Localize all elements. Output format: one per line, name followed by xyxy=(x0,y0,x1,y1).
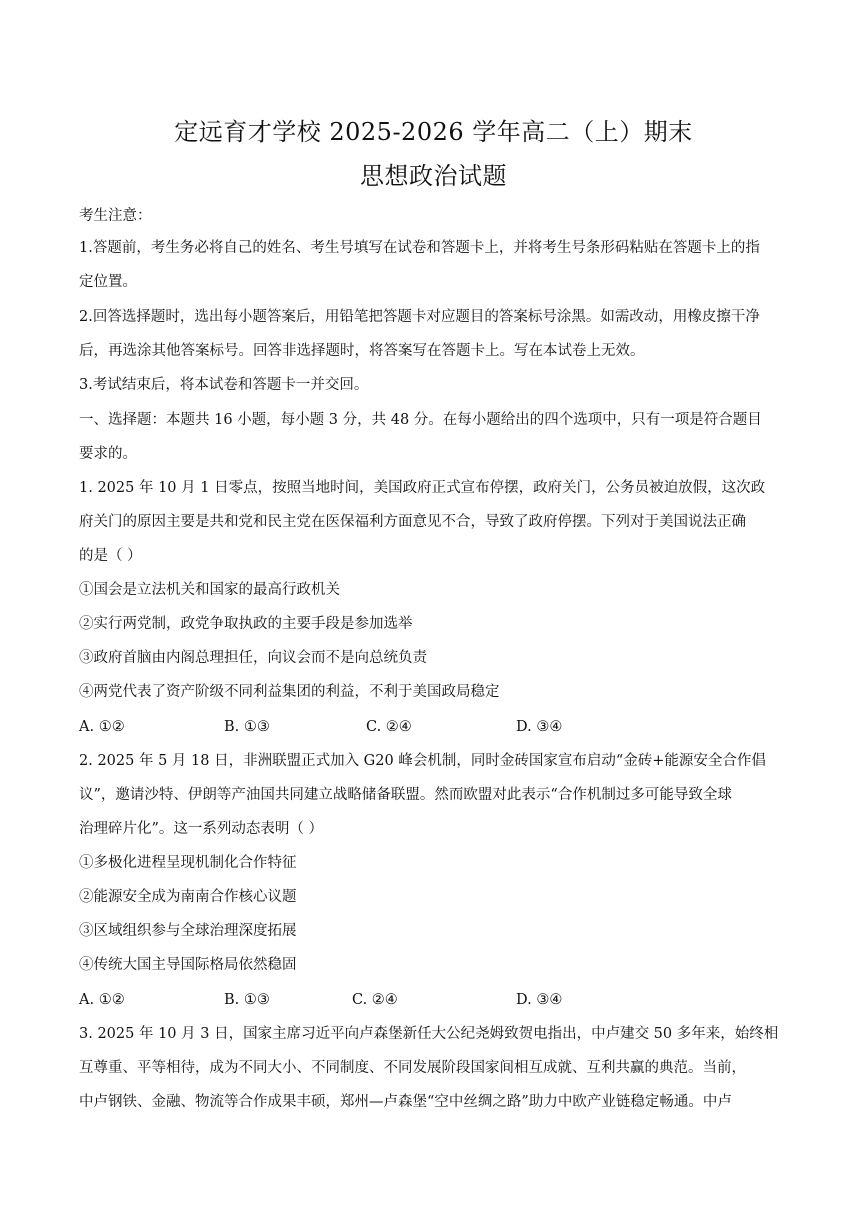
question-2-option-a: A. ①② xyxy=(79,992,125,1008)
notice-item-1: 1.答题前，考生务必将自己的姓名、考生号填写在试卷和答题卡上，并将考生号条形码粘贴在答题卡上的指 xyxy=(79,240,760,256)
question-2-statement-3: ③区域组织参与全球治理深度拓展 xyxy=(79,923,297,939)
section-heading: 一、选择题：本题共 16 小题，每小题 3 分，共 48 分。在每小题给出的四个选项中，只有一项是符合题目 xyxy=(79,412,762,428)
notice-item-2: 2.回答选择题时，选出每小题答案后，用铅笔把答题卡对应题目的答案标号涂黑。如需改动，用橡皮擦干净 xyxy=(79,309,760,325)
question-1-option-c: C. ②④ xyxy=(366,719,412,735)
question-1-stem-end: 的是（ ） xyxy=(79,548,142,564)
question-2-stem: 2. 2025 年 5 月 18 日，非洲联盟正式加入 G20 峰会机制，同时金砖国家宣布启动“金砖+能源安全合作倡 xyxy=(79,753,766,769)
question-1-statement-4: ④两党代表了资产阶级不同利益集团的利益，不利于美国政局稳定 xyxy=(79,684,500,700)
question-1-option-d: D. ③④ xyxy=(516,719,563,735)
question-2-option-c: C. ②④ xyxy=(352,992,398,1008)
question-1-stem: 1. 2025 年 10 月 1 日零点，按照当地时间，美国政府正式宣布停摆，政府关门，公务员被迫放假，这次政 xyxy=(79,480,766,496)
question-2-stem-cont: 议”，邀请沙特、伊朗等产油国共同建立战略储备联盟。然而欧盟对此表示“合作机制过多可能导致全球 xyxy=(79,787,732,803)
question-1-option-a: A. ①② xyxy=(79,719,125,735)
question-3-stem-cont: 互尊重、平等相待，成为不同大小、不同制度、不同发展阶段国家间相互成就、互利共赢的典范。当前， xyxy=(79,1060,746,1076)
question-2-option-b: B. ①③ xyxy=(224,992,270,1008)
question-2-option-d: D. ③④ xyxy=(516,992,563,1008)
question-1-option-b: B. ①③ xyxy=(224,719,270,735)
question-1-statement-2: ②实行两党制，政党争取执政的主要手段是参加选举 xyxy=(79,616,413,632)
question-2-statement-4: ④传统大国主导国际格局依然稳固 xyxy=(79,957,297,973)
section-heading-cont: 要求的。 xyxy=(79,446,137,462)
notice-item-3: 3.考试结束后，将本试卷和答题卡一并交回。 xyxy=(79,377,369,393)
question-2-statement-1: ①多极化进程呈现机制化合作特征 xyxy=(79,855,297,871)
question-2-stem-end: 治理碎片化”。这一系列动态表明（ ） xyxy=(79,821,324,837)
question-1-statement-1: ①国会是立法机关和国家的最高行政机关 xyxy=(79,582,340,598)
notice-item-2-cont: 后，再选涂其他答案标号。回答非选择题时，将答案写在答题卡上。写在本试卷上无效。 xyxy=(79,343,645,359)
question-1-statement-3: ③政府首脑由内阁总理担任，向议会而不是向总统负责 xyxy=(79,650,427,666)
exam-subtitle: 思想政治试题 xyxy=(360,162,507,190)
notice-item-1-cont: 定位置。 xyxy=(79,274,137,290)
exam-title: 定远育才学校 2025-2026 学年高二（上）期末 xyxy=(174,118,693,146)
question-2-statement-2: ②能源安全成为南南合作核心议题 xyxy=(79,889,297,905)
notice-heading: 考生注意： xyxy=(79,208,152,224)
question-1-stem-cont: 府关门的原因主要是共和党和民主党在医保福利方面意见不合，导致了政府停摆。下列对于美国说法正确 xyxy=(79,514,746,530)
question-3-stem-cont-2: 中卢钢铁、金融、物流等合作成果丰硕，郑州—卢森堡“空中丝绸之路”助力中欧产业链稳定畅通。中卢 xyxy=(79,1094,732,1110)
question-3-stem: 3. 2025 年 10 月 3 日，国家主席习近平向卢森堡新任大公纪尧姆致贺电指出，中卢建交 50 多年来，始终相 xyxy=(79,1026,779,1042)
